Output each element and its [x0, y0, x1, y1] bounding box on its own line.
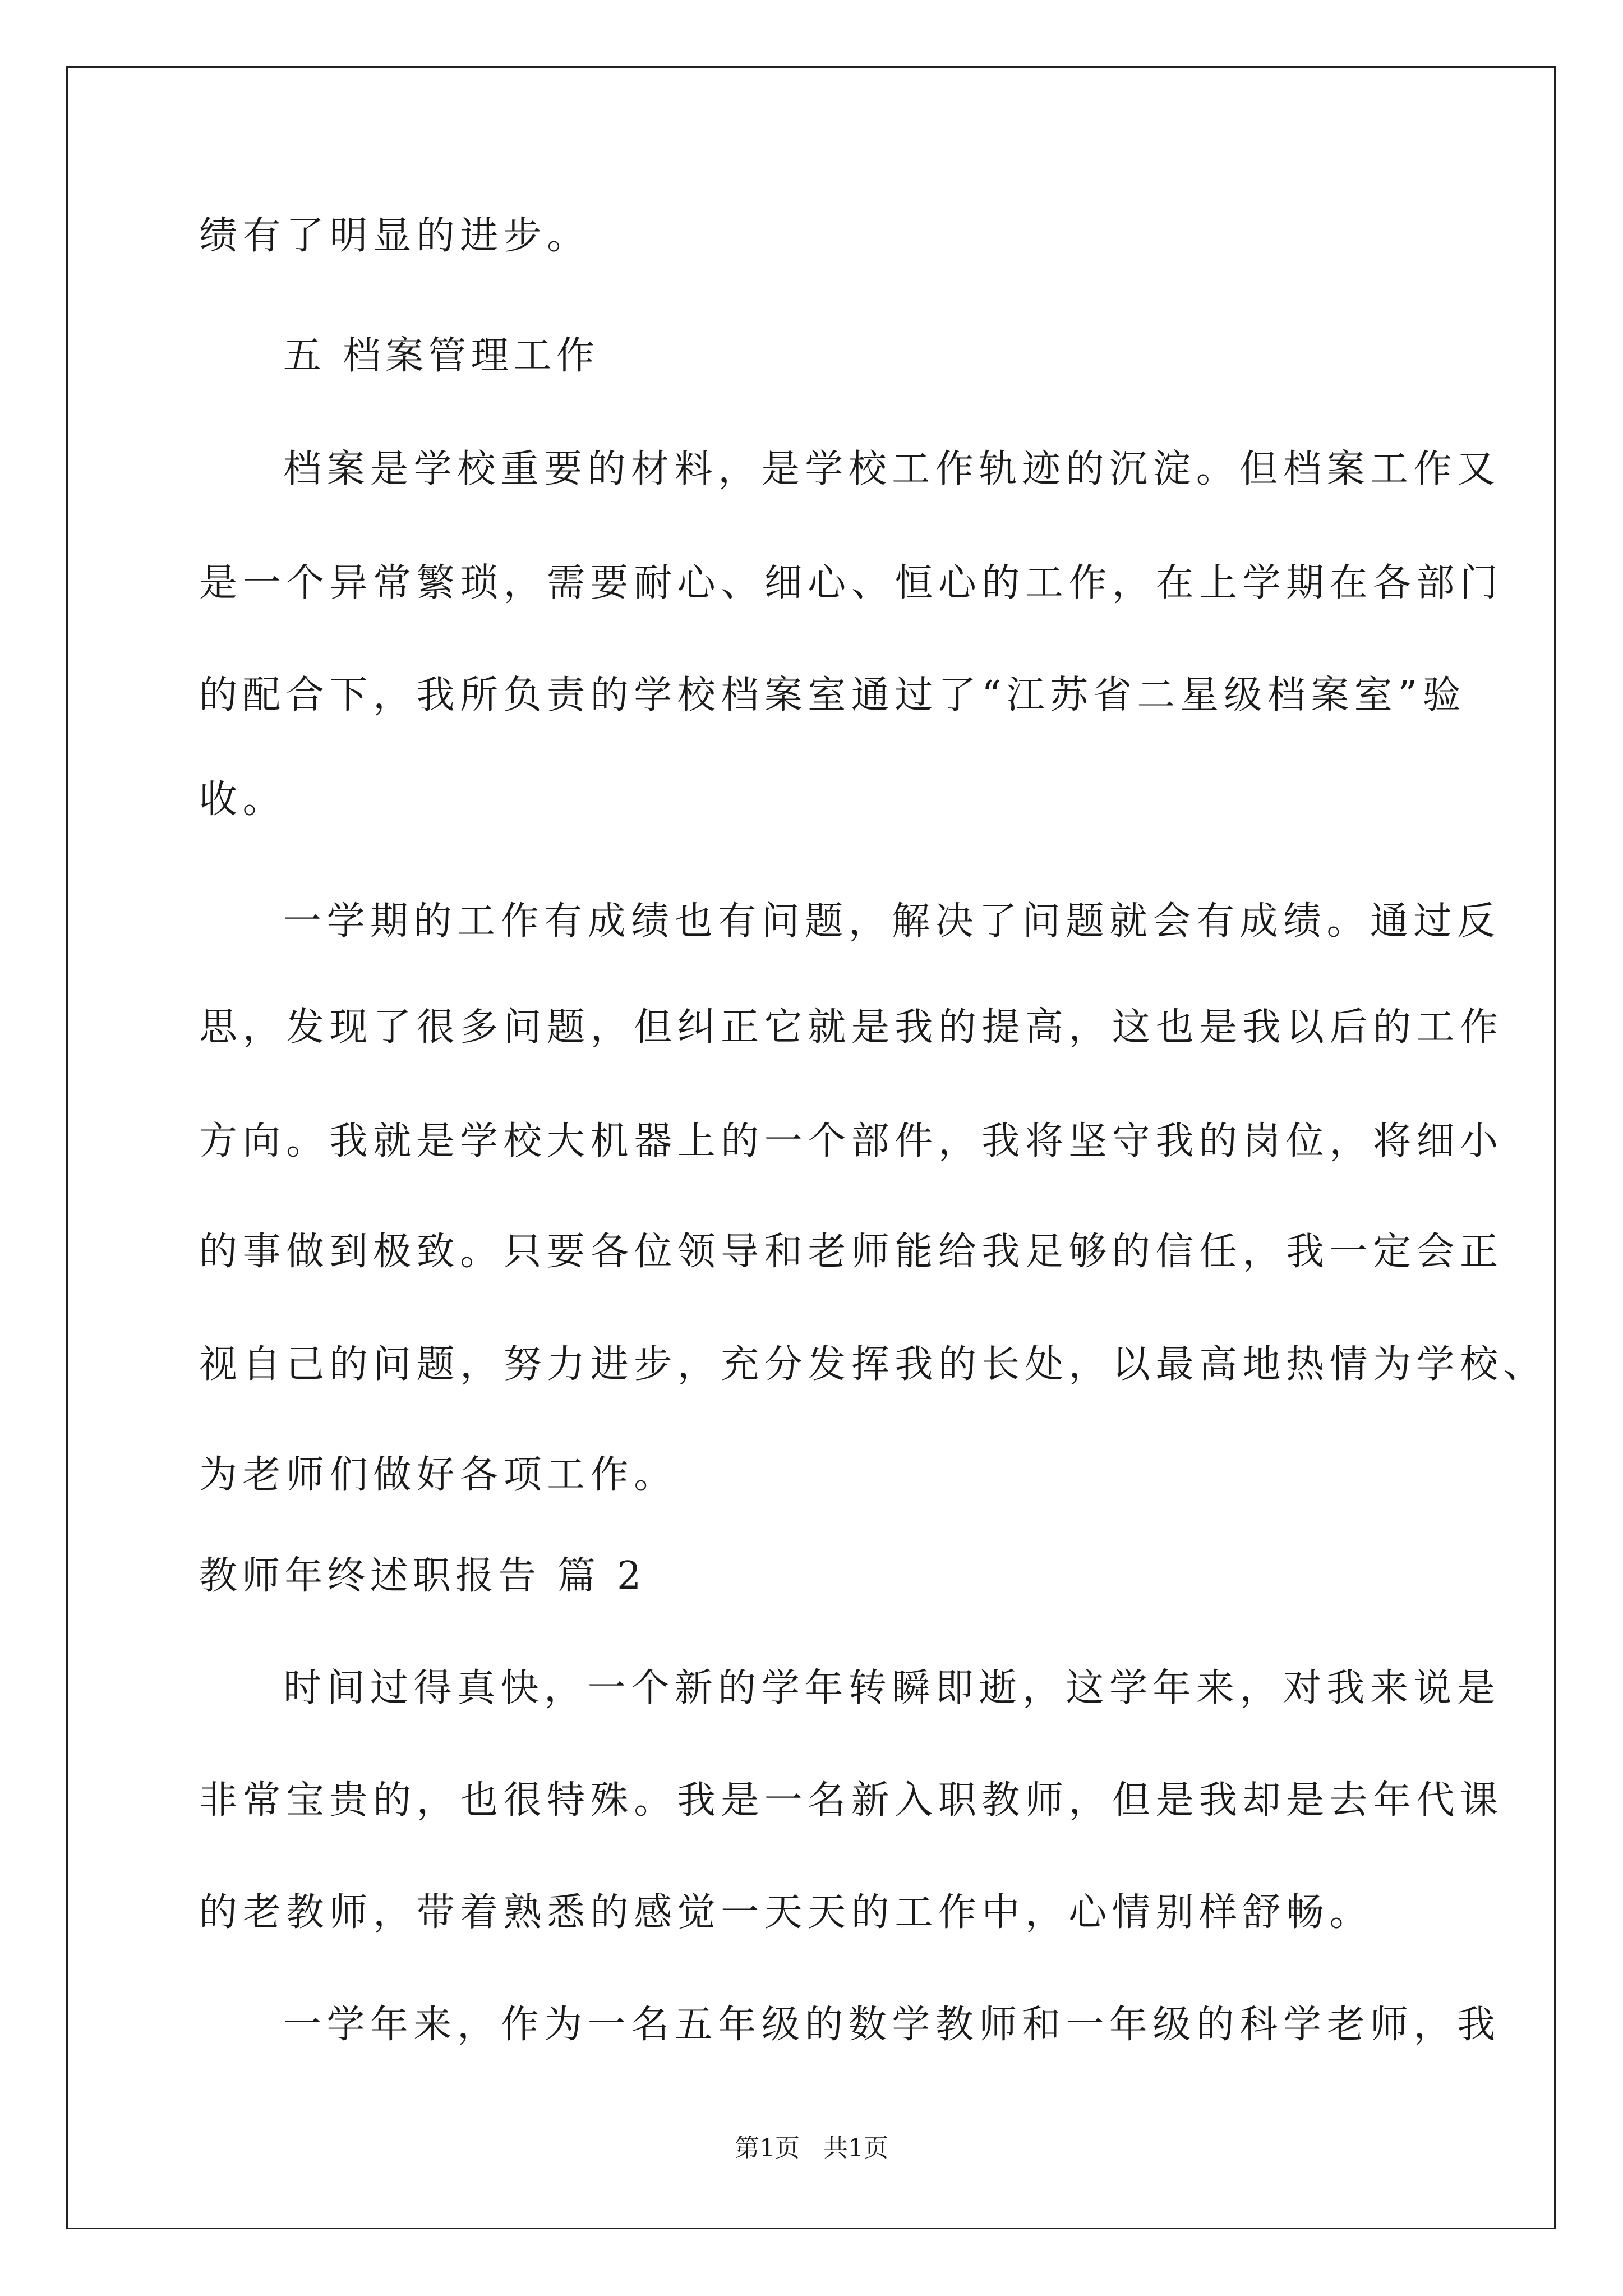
text-line: 视自己的问题，努力进步，充分发挥我的长处，以最高地热情为学校、 — [199, 1342, 1547, 1387]
text-line: 思，发现了很多问题，但纠正它就是我的提高，这也是我以后的工作 — [199, 1005, 1504, 1050]
text-line: 为老师们做好各项工作。 — [199, 1453, 677, 1497]
article-title: 教师年终述职报告 篇 2 — [199, 1554, 646, 1598]
text-line: 的配合下，我所负责的学校档案室通过了“江苏省二星级档案室”验 — [199, 673, 1467, 717]
text-line: 一学期的工作有成绩也有问题，解决了问题就会有成绩。通过反 — [283, 899, 1501, 944]
page-number: 第1页 共1页 — [735, 2134, 888, 2162]
text-line: 一学年来，作为一名五年级的数学教师和一年级的科学老师，我 — [283, 2003, 1501, 2047]
text-line: 方向。我就是学校大机器上的一个部件，我将坚守我的岗位，将细小 — [199, 1119, 1504, 1163]
text-line: 的事做到极致。只要各位领导和老师能给我足够的信任，我一定会正 — [199, 1230, 1504, 1274]
text-line: 收。 — [199, 777, 287, 822]
text-line: 的老教师，带着熟悉的感觉一天天的工作中，心情别样舒畅。 — [199, 1890, 1373, 1935]
section-heading: 五 档案管理工作 — [283, 334, 599, 378]
text-line: 时间过得真快，一个新的学年转瞬即逝，这学年来，对我来说是 — [283, 1666, 1501, 1710]
text-line: 档案是学校重要的材料，是学校工作轨迹的沉淀。但档案工作又 — [283, 447, 1501, 491]
text-line: 是一个异常繁琐，需要耐心、细心、恒心的工作，在上学期在各部门 — [199, 561, 1504, 605]
text-line: 非常宝贵的，也很特殊。我是一名新入职教师，但是我却是去年代课 — [199, 1778, 1504, 1823]
text-line: 绩有了明显的进步。 — [199, 214, 591, 258]
